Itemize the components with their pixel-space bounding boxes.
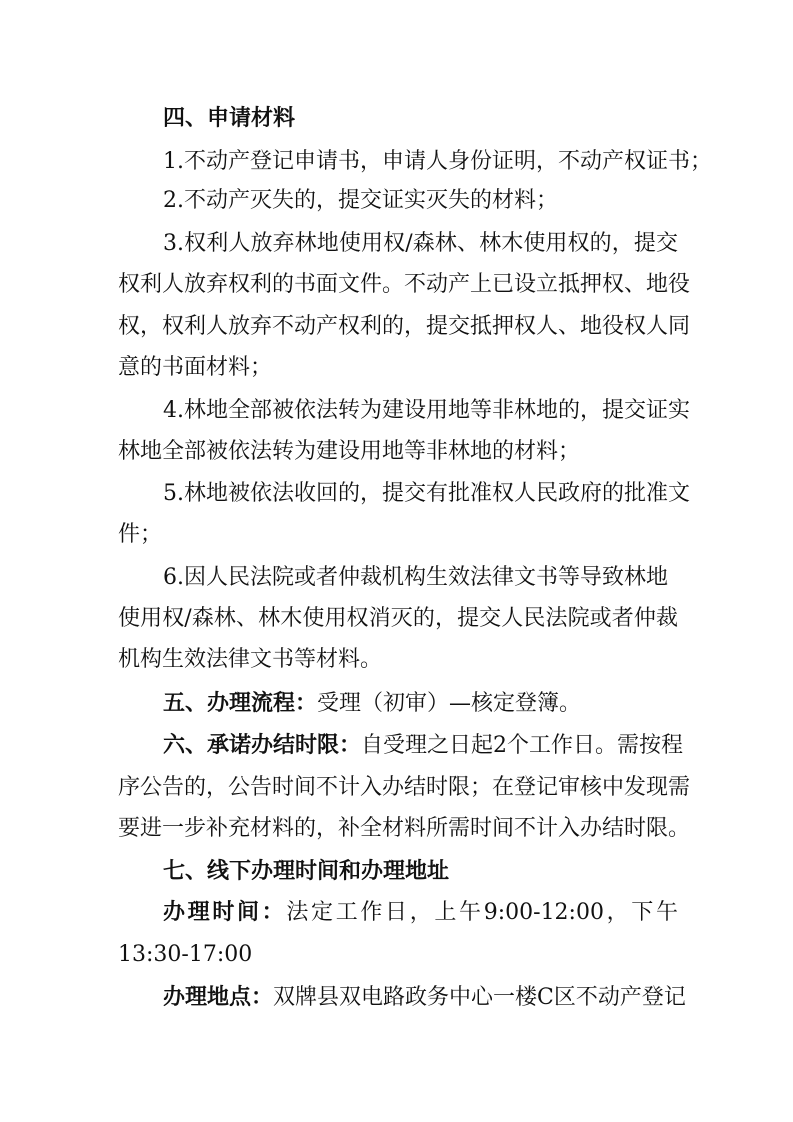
section-6-line-1 — [163, 731, 684, 761]
office-hours-line-1 — [163, 898, 678, 928]
section-6-label: 六、承诺办结时限： — [163, 733, 362, 758]
section-5-text: 受理（初审）—核定登簿。 — [317, 691, 582, 716]
section-6-line-3: 要进一步补充材料的，补全材料所需时间不计入办结时限。 — [118, 816, 691, 841]
material-item-5-line-1: 5.林地被依法收回的，提交有批准权人民政府的批准文 — [163, 481, 690, 506]
material-item-3-line-1: 3.权利人放弃林地使用权/森林、林木使用权的，提交 — [163, 231, 678, 256]
section-5-line — [163, 689, 678, 719]
material-item-4-line-1: 4.林地全部被依法转为建设用地等非林地的，提交证实 — [163, 398, 690, 423]
material-item-3-line-2: 权利人放弃权利的书面文件。不动产上已设立抵押权、地役 — [118, 272, 691, 297]
section-4-heading: 四、申请材料 — [163, 106, 296, 131]
office-address-label: 办理地点： — [163, 985, 274, 1010]
material-item-5-line-2: 件； — [118, 522, 163, 547]
material-item-2: 2.不动产灭失的，提交证实灭失的材料； — [163, 188, 558, 213]
office-hours-text-1: 法定工作日，上午9:00-12:00，下午 — [286, 900, 678, 925]
material-item-1: 1.不动产登记申请书，申请人身份证明，不动产权证书； — [163, 149, 712, 174]
office-hours-line-2: 13:30-17:00 — [118, 942, 253, 967]
material-item-6-line-3: 机构生效法律文书等材料。 — [118, 647, 383, 672]
material-item-3-line-4: 意的书面材料； — [118, 355, 273, 380]
office-address-text: 双牌县双电路政务中心一楼C区不动产登记 — [273, 985, 686, 1010]
section-6-text-1: 自受理之日起2个工作日。需按程 — [361, 733, 684, 758]
office-hours-label: 办理时间： — [163, 900, 287, 925]
material-item-3-line-3: 权，权利人放弃不动产权利的，提交抵押权人、地役权人同 — [118, 314, 691, 339]
section-5-label: 五、办理流程： — [163, 691, 318, 716]
material-item-4-line-2: 林地全部被依法转为建设用地等非林地的材料； — [118, 439, 581, 464]
section-6-line-2: 序公告的，公告时间不计入办结时限；在登记审核中发现需 — [118, 775, 691, 800]
material-item-6-line-1: 6.因人民法院或者仲裁机构生效法律文书等导致林地 — [163, 565, 668, 590]
material-item-6-line-2: 使用权/森林、林木使用权消灭的，提交人民法院或者仲裁 — [118, 606, 678, 631]
section-7-heading: 七、线下办理时间和办理地址 — [163, 859, 450, 884]
office-address-line — [163, 983, 686, 1013]
